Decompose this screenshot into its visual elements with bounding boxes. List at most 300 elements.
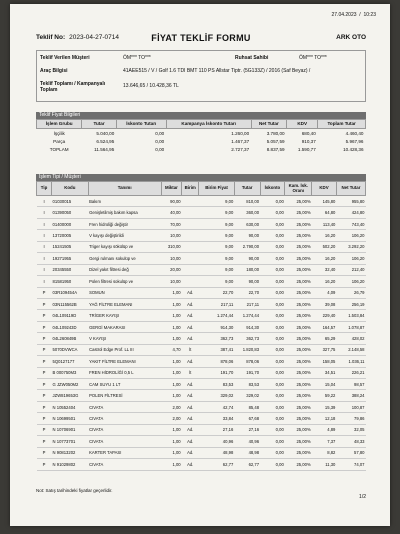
line-item-cell: 502,20 bbox=[312, 241, 337, 252]
line-item-cell: 40,00 bbox=[161, 207, 181, 218]
summary-cell: TOPLAM bbox=[49, 146, 69, 152]
line-item-cell: 329,02 bbox=[199, 390, 234, 401]
line-item-cell: N 10773701 bbox=[52, 436, 89, 447]
line-item-cell: 9,00 bbox=[199, 241, 234, 252]
line-item-cell: 90,00 bbox=[234, 230, 260, 241]
line-item-cell: Polen filtresi sokulüp ve bbox=[88, 276, 161, 287]
line-item-cell: 79,86 bbox=[336, 413, 365, 424]
line-item-cell: 25,00% bbox=[285, 379, 312, 390]
line-item-cell: Dizel yakıt filtresi değ bbox=[88, 264, 161, 275]
line-item-cell: 9,00 bbox=[199, 196, 234, 207]
line-item-cell: 0,00 bbox=[260, 333, 285, 344]
line-item-cell: 10,00 bbox=[161, 276, 181, 287]
line-item-cell: 4,09 bbox=[312, 287, 337, 298]
line-item-cell: 2.148,58 bbox=[336, 344, 365, 355]
line-item-cell: 0,00 bbox=[260, 230, 285, 241]
line-item-cell: 48,98 bbox=[199, 447, 234, 458]
line-item-cell: G JZW050M2 bbox=[52, 379, 89, 390]
line-item-cell: 329,02 bbox=[234, 390, 260, 401]
line-item-cell: 955,80 bbox=[336, 196, 365, 207]
line-item-cell: 25,00% bbox=[285, 230, 312, 241]
line-item-cell: P bbox=[37, 356, 52, 367]
line-item-row bbox=[37, 264, 366, 275]
line-item-cell: 1,00 bbox=[161, 379, 181, 390]
line-item-cell: 70,00 bbox=[161, 218, 181, 229]
line-item-cell: 0,00 bbox=[260, 310, 285, 321]
line-item-cell: 90,00 bbox=[161, 196, 181, 207]
line-item-cell: 25,00% bbox=[285, 196, 312, 207]
line-item-cell: Ad. bbox=[182, 298, 199, 309]
line-item-cell: 16,20 bbox=[312, 276, 337, 287]
detail-header-cell: Tip bbox=[37, 182, 52, 196]
line-item-cell: 1.274,44 bbox=[199, 310, 234, 321]
line-item-cell: 25,00% bbox=[285, 276, 312, 287]
line-items-table bbox=[36, 181, 366, 471]
line-item-cell: lt bbox=[182, 367, 199, 378]
line-item-cell: 25,00% bbox=[285, 436, 312, 447]
line-item-cell bbox=[182, 253, 199, 264]
line-item-cell: I bbox=[37, 276, 52, 287]
detail-header-cell: Kam. İsk. Oranı bbox=[285, 182, 312, 196]
line-item-cell: 0,00 bbox=[260, 447, 285, 458]
line-item-cell: 9,00 bbox=[199, 218, 234, 229]
line-item-cell: 15241505 bbox=[52, 241, 89, 252]
line-item-cell: JZW819653G bbox=[52, 390, 89, 401]
line-item-cell: 226,21 bbox=[336, 367, 365, 378]
customer-value: ÖM*** TO*** bbox=[123, 55, 151, 61]
line-item-cell: KARTER TAPASI bbox=[88, 447, 161, 458]
line-item-cell: N 90813202 bbox=[52, 447, 89, 458]
line-item-cell: 12,18 bbox=[312, 413, 337, 424]
line-item-cell: 0,00 bbox=[260, 459, 285, 470]
line-item-cell: 64,80 bbox=[312, 207, 337, 218]
line-item-cell: 191,70 bbox=[199, 367, 234, 378]
line-item-cell: 27,16 bbox=[234, 424, 260, 435]
line-item-cell: 310,00 bbox=[161, 241, 181, 252]
line-item-row bbox=[37, 367, 366, 378]
vehicle-value: 41AEE515 / V / Golf 1.6 TDI BMT 110 PS Allstar Tiptr. (5G133Z) / 2016 (Saf Beyaz) / bbox=[123, 68, 311, 74]
line-item-cell: Ad. bbox=[182, 436, 199, 447]
line-item-cell: 387,41 bbox=[199, 344, 234, 355]
line-item-cell: I bbox=[37, 264, 52, 275]
line-item-cell: 0,00 bbox=[260, 253, 285, 264]
line-item-cell: 0,00 bbox=[260, 276, 285, 287]
line-item-cell: 878,06 bbox=[234, 356, 260, 367]
detail-header-cell: Miktar bbox=[161, 182, 181, 196]
line-item-cell: 9,00 bbox=[199, 230, 234, 241]
line-item-cell: 85,48 bbox=[234, 401, 260, 412]
line-item-cell: TRİGER KAYIŞI bbox=[88, 310, 161, 321]
line-item-cell: 27,16 bbox=[199, 424, 234, 435]
line-item-cell: 106,20 bbox=[336, 230, 365, 241]
line-item-cell: Triger kayışı sökülüp ve bbox=[88, 241, 161, 252]
line-item-cell: 1,00 bbox=[161, 424, 181, 435]
line-item-cell: 4,89 bbox=[312, 424, 337, 435]
line-item-cell: 39,08 bbox=[312, 298, 337, 309]
detail-section-title: İşlem Tipi / Müşteri bbox=[36, 174, 366, 181]
summary-cell: 910,37 bbox=[301, 138, 316, 144]
line-item-cell bbox=[182, 218, 199, 229]
line-item-cell: 01030015 bbox=[52, 196, 89, 207]
line-item-cell: 20,00 bbox=[161, 264, 181, 275]
line-item-cell: 98,57 bbox=[336, 379, 365, 390]
line-item-row bbox=[37, 310, 366, 321]
line-item-cell: 25,00% bbox=[285, 333, 312, 344]
line-item-cell: 15,39 bbox=[312, 401, 337, 412]
line-item-cell: 81581950 bbox=[52, 276, 89, 287]
line-item-cell: 25,00% bbox=[285, 241, 312, 252]
line-item-cell: 9,00 bbox=[199, 207, 234, 218]
line-item-cell: 1,00 bbox=[161, 298, 181, 309]
line-item-cell: YAKIT FİLTRE ELEMANI bbox=[88, 356, 161, 367]
line-item-row bbox=[37, 447, 366, 458]
summary-header-cell: Tutar bbox=[82, 120, 116, 129]
total-label: Teklif Toplamı / Kampanyalı Toplam bbox=[40, 81, 106, 93]
summary-header-cell: KDV bbox=[287, 120, 318, 129]
line-item-cell: I bbox=[37, 253, 52, 264]
line-item-cell: P bbox=[37, 413, 52, 424]
line-item-cell: P bbox=[37, 436, 52, 447]
line-item-row bbox=[37, 459, 366, 470]
line-item-cell: 0,00 bbox=[260, 321, 285, 332]
line-item-cell: Ad. bbox=[182, 459, 199, 470]
summary-cell: 0,00 bbox=[155, 130, 165, 136]
line-item-cell: 9,00 bbox=[199, 276, 234, 287]
line-item-cell: 2.790,00 bbox=[234, 241, 260, 252]
line-item-cell: 0,00 bbox=[260, 424, 285, 435]
line-item-cell: 90,00 bbox=[234, 276, 260, 287]
line-item-cell: 03R109454A bbox=[52, 287, 89, 298]
summary-cell: 1.467,37 bbox=[231, 138, 250, 144]
line-item-cell: 10,00 bbox=[161, 230, 181, 241]
line-item-cell: P bbox=[37, 447, 52, 458]
line-item-cell: 327,75 bbox=[312, 344, 337, 355]
line-item-cell: 25,00% bbox=[285, 287, 312, 298]
line-item-cell: 65,29 bbox=[312, 333, 337, 344]
line-item-cell: 360,00 bbox=[234, 207, 260, 218]
line-item-cell: 106,20 bbox=[336, 276, 365, 287]
line-item-cell: Castrol Edge Prof. LL III bbox=[88, 344, 161, 355]
line-item-cell: 1,00 bbox=[161, 356, 181, 367]
line-item-cell: 1,00 bbox=[161, 287, 181, 298]
line-item-cell: Ad. bbox=[182, 401, 199, 412]
company-name: ARK OTO bbox=[336, 34, 366, 41]
line-item-cell: P bbox=[37, 321, 52, 332]
line-item-cell: 25,00% bbox=[285, 424, 312, 435]
line-item-cell: CIVATA bbox=[88, 436, 161, 447]
line-item-row bbox=[37, 196, 366, 207]
line-item-cell: 25,00% bbox=[285, 344, 312, 355]
line-item-cell: I bbox=[37, 207, 52, 218]
line-item-row bbox=[37, 390, 366, 401]
line-item-cell: 16,20 bbox=[312, 253, 337, 264]
line-item-cell: YAĞ FİLTRE ELEMANI bbox=[88, 298, 161, 309]
summary-cell: 2.727,37 bbox=[231, 146, 250, 152]
line-item-cell: 48,98 bbox=[234, 447, 260, 458]
line-item-cell: 1.078,87 bbox=[336, 321, 365, 332]
line-item-cell: 33,84 bbox=[199, 413, 234, 424]
summary-cell: 11.564,95 bbox=[94, 146, 115, 152]
total-value: 13.646,65 / 10.428,36 TL bbox=[123, 83, 179, 89]
detail-header-cell: Tanımı bbox=[88, 182, 161, 196]
summary-row bbox=[37, 129, 366, 138]
line-item-cell: Ad. bbox=[182, 379, 199, 390]
line-item-cell: 25,00% bbox=[285, 207, 312, 218]
line-item-cell: P bbox=[37, 424, 52, 435]
line-item-cell: 04L260849B bbox=[52, 333, 89, 344]
line-item-cell: 03N115562B bbox=[52, 298, 89, 309]
line-item-cell: 04L109243D bbox=[52, 321, 89, 332]
line-item-cell: 1.503,84 bbox=[336, 310, 365, 321]
summary-header-cell: Net Tutar bbox=[251, 120, 286, 129]
line-item-cell: 25,00% bbox=[285, 459, 312, 470]
line-item-cell: 57,80 bbox=[336, 447, 365, 458]
summary-header-cell: İskonto Tutarı bbox=[116, 120, 166, 129]
line-item-cell: 180,00 bbox=[234, 264, 260, 275]
line-item-cell: 0,00 bbox=[260, 287, 285, 298]
summary-cell: 3.780,00 bbox=[266, 130, 285, 136]
line-item-cell: 1,00 bbox=[161, 390, 181, 401]
line-item-cell: 25,00% bbox=[285, 310, 312, 321]
line-item-cell: 1,00 bbox=[161, 367, 181, 378]
line-item-cell: 1.036,11 bbox=[336, 356, 365, 367]
line-item-cell: 74,07 bbox=[336, 459, 365, 470]
line-item-cell: Ad. bbox=[182, 310, 199, 321]
summary-cell: 4.460,40 bbox=[345, 130, 364, 136]
line-item-cell: 1.274,44 bbox=[234, 310, 260, 321]
line-item-cell: 48,33 bbox=[336, 436, 365, 447]
line-item-cell: Fren hidroliği değiştir bbox=[88, 218, 161, 229]
summary-cell: 0,00 bbox=[155, 146, 165, 152]
line-item-row bbox=[37, 298, 366, 309]
line-item-row bbox=[37, 356, 366, 367]
document-title: FİYAT TEKLİF FORMU bbox=[151, 33, 251, 43]
line-item-cell: 26,79 bbox=[336, 287, 365, 298]
line-item-row bbox=[37, 253, 366, 264]
line-item-cell: 362,73 bbox=[234, 333, 260, 344]
line-item-cell: 100,87 bbox=[336, 401, 365, 412]
line-item-cell bbox=[182, 196, 199, 207]
document-header bbox=[36, 34, 366, 46]
line-item-cell: 5Q0127177 bbox=[52, 356, 89, 367]
line-item-cell: Ad. bbox=[182, 333, 199, 344]
detail-header-cell: İskonto bbox=[260, 182, 285, 196]
line-item-cell: P bbox=[37, 298, 52, 309]
line-item-cell: P bbox=[37, 287, 52, 298]
quote-number-label: Teklif No: bbox=[36, 34, 66, 41]
summary-cell: 1.260,00 bbox=[231, 130, 250, 136]
summary-cell: 5.040,00 bbox=[96, 130, 115, 136]
line-item-cell: V KAYIŞI bbox=[88, 333, 161, 344]
line-item-cell: N 10552404 bbox=[52, 401, 89, 412]
line-item-cell: 40,96 bbox=[199, 436, 234, 447]
line-item-cell: 11,30 bbox=[312, 459, 337, 470]
line-item-row bbox=[37, 241, 366, 252]
line-item-cell: 113,40 bbox=[312, 218, 337, 229]
line-item-cell: POLEN FİLTRESİ bbox=[88, 390, 161, 401]
line-item-cell: 9,00 bbox=[199, 264, 234, 275]
line-item-cell: 34,51 bbox=[312, 367, 337, 378]
line-item-cell: 810,00 bbox=[234, 196, 260, 207]
detail-header-cell: Birim Fiyat bbox=[199, 182, 234, 196]
line-item-cell: 1,00 bbox=[161, 333, 181, 344]
line-item-cell: 32,05 bbox=[336, 424, 365, 435]
line-item-cell: 878,06 bbox=[199, 356, 234, 367]
line-item-cell: 217,11 bbox=[199, 298, 234, 309]
line-item-cell: 25,00% bbox=[285, 413, 312, 424]
line-item-cell: 25,00% bbox=[285, 264, 312, 275]
summary-cell: 680,40 bbox=[301, 130, 316, 136]
summary-cell: 6.524,95 bbox=[96, 138, 115, 144]
line-item-cell: N 10699501 bbox=[52, 413, 89, 424]
summary-header-cell: Toplam Tutar bbox=[318, 120, 366, 129]
summary-cell: İşçilik bbox=[53, 130, 65, 136]
footer-note: Not: Satış tarihindeki fiyatlar geçerlidir. bbox=[36, 488, 113, 493]
line-item-cell: 32,40 bbox=[312, 264, 337, 275]
line-item-row bbox=[37, 287, 366, 298]
detail-header-cell: Tutar bbox=[234, 182, 260, 196]
line-item-cell: P bbox=[37, 379, 52, 390]
line-item-cell: 0,00 bbox=[260, 196, 285, 207]
line-item-cell: 0,00 bbox=[260, 264, 285, 275]
line-item-cell: 25,00% bbox=[285, 321, 312, 332]
detail-header-cell: Birim bbox=[182, 182, 199, 196]
line-item-cell: P bbox=[37, 367, 52, 378]
line-item-cell: Gergi rulmanı sokulüp ve bbox=[88, 253, 161, 264]
owner-value: ÖM*** TO*** bbox=[299, 55, 327, 61]
line-item-cell: 90,00 bbox=[234, 253, 260, 264]
line-item-cell: 83,53 bbox=[199, 379, 234, 390]
line-item-cell: 0,00 bbox=[260, 298, 285, 309]
line-item-cell: 164,57 bbox=[312, 321, 337, 332]
line-item-cell: P bbox=[37, 459, 52, 470]
line-item-cell: 229,40 bbox=[312, 310, 337, 321]
line-item-cell: 0,00 bbox=[260, 241, 285, 252]
customer-info-box bbox=[36, 50, 366, 102]
line-item-cell: 67,68 bbox=[234, 413, 260, 424]
line-item-cell: Ad. bbox=[182, 390, 199, 401]
line-item-cell: V kayışı değiştirildi bbox=[88, 230, 161, 241]
line-item-cell: 424,80 bbox=[336, 207, 365, 218]
summary-header-cell: Kampanya İskonto Tutarı bbox=[166, 120, 251, 129]
summary-header-cell: İşlem Grubu bbox=[37, 120, 82, 129]
line-item-row bbox=[37, 207, 366, 218]
summary-cell: 5.057,59 bbox=[266, 138, 285, 144]
line-item-cell: 914,30 bbox=[199, 321, 234, 332]
line-item-cell: 0,00 bbox=[260, 436, 285, 447]
line-item-cell: 3.292,20 bbox=[336, 241, 365, 252]
line-item-cell: Genişletilmiş bakım kapsa bbox=[88, 207, 161, 218]
page-number: 1/2 bbox=[359, 494, 366, 500]
line-item-cell: 0,00 bbox=[260, 379, 285, 390]
line-item-cell: Ad. bbox=[182, 447, 199, 458]
summary-table bbox=[36, 119, 366, 153]
print-datetime: 27.04.2023 / 10:23 bbox=[331, 12, 376, 18]
line-item-cell: Ad. bbox=[182, 356, 199, 367]
line-item-cell: P bbox=[37, 333, 52, 344]
line-item-cell: 0,00 bbox=[260, 367, 285, 378]
line-item-cell: 256,19 bbox=[336, 298, 365, 309]
line-item-row bbox=[37, 401, 366, 412]
line-item-cell: 25,00% bbox=[285, 401, 312, 412]
line-item-cell: N 10706901 bbox=[52, 424, 89, 435]
line-item-cell: 25,00% bbox=[285, 298, 312, 309]
summary-cell: 5.967,96 bbox=[345, 138, 364, 144]
line-item-cell: I bbox=[37, 230, 52, 241]
line-item-cell: CIVATA bbox=[88, 424, 161, 435]
line-item-cell: 9,00 bbox=[199, 253, 234, 264]
line-item-cell: I bbox=[37, 241, 52, 252]
line-item-cell: 25,00% bbox=[285, 356, 312, 367]
line-item-cell: 630,00 bbox=[234, 218, 260, 229]
line-item-cell: 25,00% bbox=[285, 447, 312, 458]
line-item-row bbox=[37, 218, 366, 229]
line-item-cell: I bbox=[37, 218, 52, 229]
summary-row bbox=[37, 137, 366, 145]
line-item-cell: CAM SUYU 1 LT bbox=[88, 379, 161, 390]
line-item-cell: 0,00 bbox=[260, 401, 285, 412]
line-item-cell: CIVATA bbox=[88, 401, 161, 412]
line-item-cell: Ad. bbox=[182, 287, 199, 298]
line-item-cell: 22,70 bbox=[234, 287, 260, 298]
line-item-cell: Ad. bbox=[182, 321, 199, 332]
line-item-cell: 106,20 bbox=[336, 253, 365, 264]
line-item-cell bbox=[182, 230, 199, 241]
summary-cell: 10.428,36 bbox=[343, 146, 364, 152]
customer-label: Teklif Verilen Müşteri bbox=[40, 55, 90, 61]
line-item-row bbox=[37, 333, 366, 344]
summary-cell: 1.590,77 bbox=[297, 146, 316, 152]
summary-section-title: Teklif Fiyat Bilgileri bbox=[36, 112, 366, 119]
line-item-cell: 2,00 bbox=[161, 401, 181, 412]
quote-document bbox=[10, 4, 390, 526]
line-item-row bbox=[37, 379, 366, 390]
line-item-cell: 362,73 bbox=[199, 333, 234, 344]
line-item-cell: 42,74 bbox=[199, 401, 234, 412]
summary-cell: Parça bbox=[53, 138, 66, 144]
line-item-cell: P bbox=[37, 390, 52, 401]
detail-header-cell: KDV bbox=[312, 182, 337, 196]
line-item-cell bbox=[182, 264, 199, 275]
line-item-cell: 1,00 bbox=[161, 459, 181, 470]
line-item-row bbox=[37, 230, 366, 241]
line-item-cell: 8,82 bbox=[312, 447, 337, 458]
line-item-cell: 217,11 bbox=[234, 298, 260, 309]
line-item-row bbox=[37, 344, 366, 355]
line-item-row bbox=[37, 321, 366, 332]
line-item-cell: 25,00% bbox=[285, 218, 312, 229]
line-item-cell: 914,30 bbox=[234, 321, 260, 332]
line-item-cell: FREN HİDROLİĞİ 0,5 L bbox=[88, 367, 161, 378]
price-summary-section bbox=[36, 112, 366, 153]
line-item-cell: 13720005 bbox=[52, 230, 89, 241]
line-item-cell: 62,77 bbox=[199, 459, 234, 470]
line-item-cell: P bbox=[37, 310, 52, 321]
line-item-cell: 743,40 bbox=[336, 218, 365, 229]
line-item-cell: GERGİ MAKARASI bbox=[88, 321, 161, 332]
line-item-cell: 15,04 bbox=[312, 379, 337, 390]
line-item-cell: 0,00 bbox=[260, 218, 285, 229]
quote-number-value: 2023-04-27-0714 bbox=[69, 34, 120, 41]
line-items-section bbox=[36, 174, 366, 471]
owner-label: Ruhsat Sahibi bbox=[235, 55, 269, 61]
line-item-cell: lt bbox=[182, 344, 199, 355]
detail-header-cell: Kodu bbox=[52, 182, 89, 196]
line-item-cell: 388,24 bbox=[336, 390, 365, 401]
line-item-cell: N 91029802 bbox=[52, 459, 89, 470]
line-item-cell: 1,00 bbox=[161, 321, 181, 332]
line-item-cell: 59,22 bbox=[312, 390, 337, 401]
